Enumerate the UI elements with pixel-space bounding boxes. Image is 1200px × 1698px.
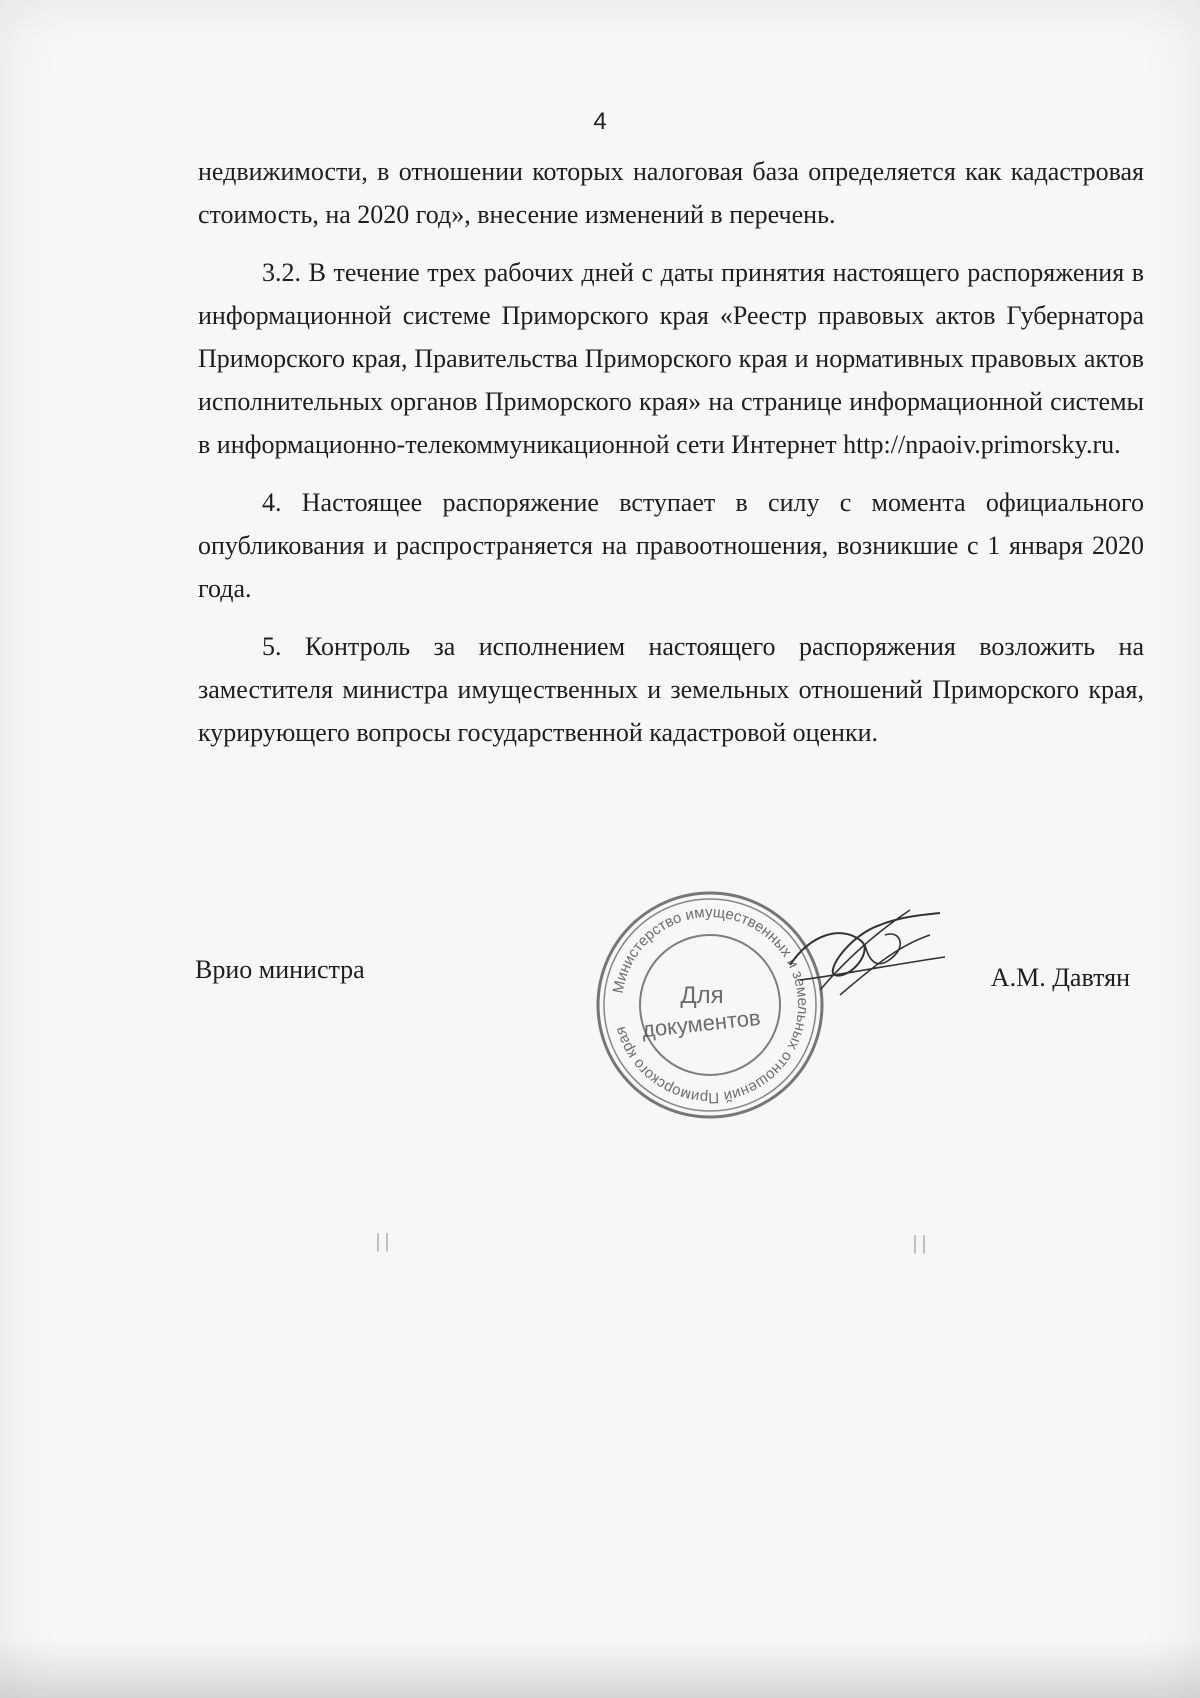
paragraph-3-2: 3.2. В течение трех рабочих дней с даты принятия настоящего распоряжения в информационной системе Приморского края «Реестр правовых актов Губернатора Приморского края, Правительства Приморского края и нормативных правовых актов исполнительных органов Приморского края» на странице информационной системы в информационно-телекоммуникационной сети Интернет http://npaoiv.primorsky.ru. [198, 258, 1144, 459]
binding-mark-right: | | [913, 1232, 927, 1254]
paragraph-continuation: недвижимости, в отношении которых налоговая база определяется как кадастровая стоимость, на 2020 год», внесение изменений в перечень. [198, 157, 1144, 229]
paragraph-5: 5. Контроль за исполнением настоящего распоряжения возложить на заместителя министра имущественных и земельных отношений Приморского края, курирующего вопросы государственной кадастровой оценки. [198, 632, 1144, 747]
stamp-center-line2: документов [640, 1004, 762, 1043]
handwritten-signature [780, 895, 950, 1015]
signatory-name: А.М. Давтян [990, 963, 1130, 992]
signatory-title: Врио министра [195, 955, 365, 984]
stamp-center-line1: Для [680, 982, 724, 1009]
stamp-ring-text: Министерство имущественных и земельных отношений Приморского края [609, 903, 812, 1107]
scan-shadow [0, 1638, 1200, 1698]
binding-mark-left: | | [376, 1230, 390, 1252]
document-body [198, 150, 1144, 769]
paragraph-4: 4. Настоящее распоряжение вступает в силу с момента официального опубликования и распространяется на правоотношения, возникшие с 1 января 2020 года. [198, 488, 1144, 603]
page-number: 4 [593, 108, 607, 135]
